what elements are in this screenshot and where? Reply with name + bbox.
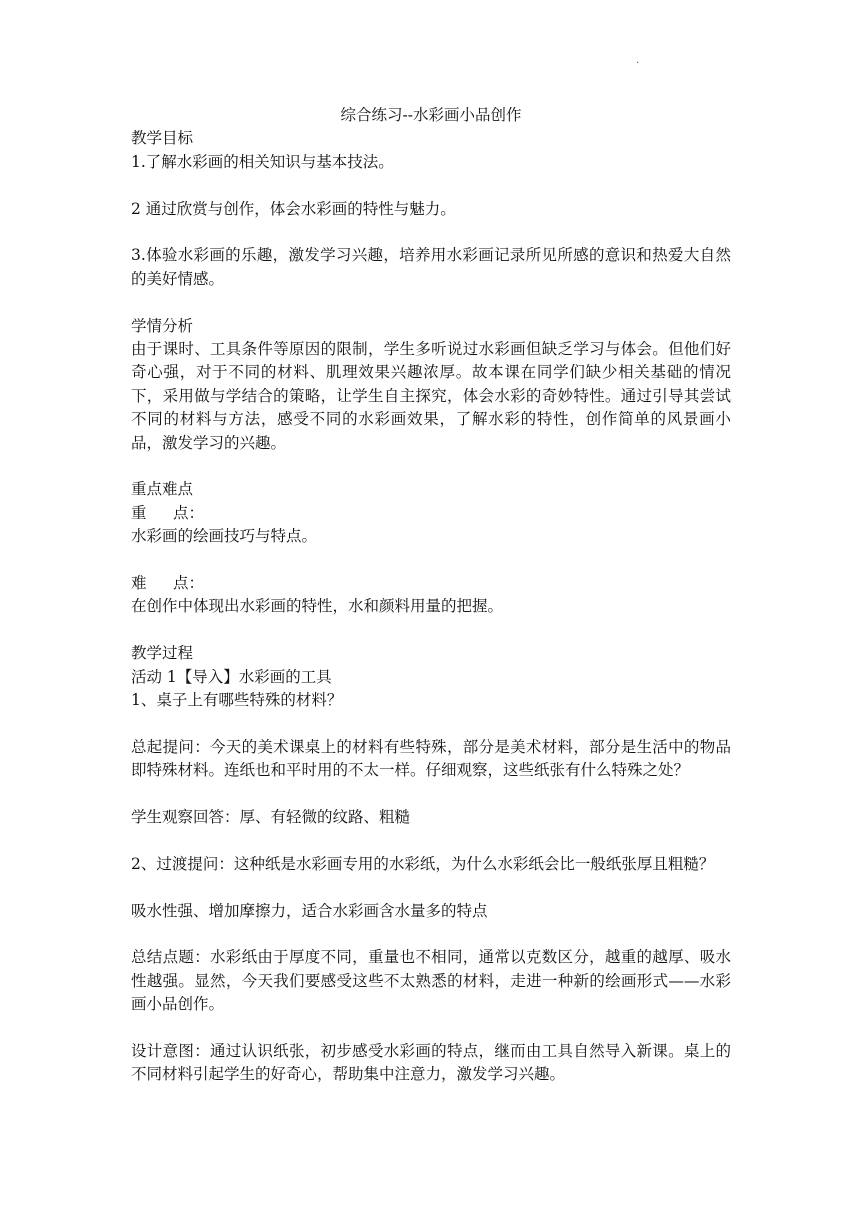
process-paragraph: 学生观察回答：厚、有轻微的纹路、粗糙: [131, 808, 411, 827]
objective-item: 1.了解水彩画的相关知识与基本技法。: [131, 152, 394, 171]
activity-title: 活动 1【导入】水彩画的工具: [131, 667, 332, 686]
difficult-point-label: [131, 572, 731, 595]
key-point-label: [131, 502, 731, 525]
objective-item: 2 通过欣赏与创作，体会水彩画的特性与魅力。: [131, 199, 456, 218]
process-paragraph: 总结点题：水彩纸由于厚度不同，重量也不相同，通常以克数区分，越重的越厚、吸水性越强。显然，今天我们要感受这些不太熟悉的材料，走进一种新的绘画形式——水彩画小品创作。: [131, 948, 731, 1014]
spacer: [131, 1017, 731, 1040]
process-paragraph: 吸水性强、增加摩擦力，适合水彩画含水量多的特点: [131, 901, 488, 920]
design-intent-paragraph: 设计意图：通过认识纸张，初步感受水彩画的特点，继而由工具自然导入新课。桌上的不同材料引起学生的好奇心，帮助集中注意力，激发学习兴趣。: [131, 1042, 731, 1084]
difficult-point-text: 在创作中体现出水彩画的特性，水和颜料用量的把握。: [131, 597, 504, 616]
difficult-label-suffix: 点：: [173, 574, 205, 593]
spacer: [131, 221, 731, 244]
question-1: 1、桌子上有哪些特殊的材料？: [131, 691, 343, 710]
key-point-text: 水彩画的绘画技巧与特点。: [131, 527, 318, 546]
spacer: [131, 712, 731, 735]
question-2: 2、过渡提问：这种纸是水彩画专用的水彩纸，为什么水彩纸会比一般纸张厚且粗糙？: [131, 854, 715, 873]
process-paragraph: 总起提问：今天的美术课桌上的材料有些特殊，部分是美术材料，部分是生活中的物品即特殊材料。连纸也和平时用的不太一样。仔细观察，这些纸张有什么特殊之处？: [131, 737, 731, 780]
analysis-heading: 学情分析: [131, 316, 194, 335]
objective-item: 3.体验水彩画的乐趣，激发学习兴趣，培养用水彩画记录所见所感的意识和热爱大自然的美好情感。: [131, 246, 731, 288]
spacer: [131, 455, 731, 478]
objectives-heading: 教学目标: [131, 129, 194, 148]
spacer: [131, 549, 731, 572]
spacer: [131, 291, 731, 314]
key-label-char: 重: [131, 503, 147, 522]
difficult-label-char: 难: [131, 574, 147, 593]
spacer: [131, 876, 731, 899]
key-points-heading: 重点难点: [131, 480, 194, 499]
spacer: [131, 174, 731, 197]
page-title: 综合练习--水彩画小品创作: [340, 106, 522, 124]
spacer: [131, 619, 731, 642]
process-heading: 教学过程: [131, 644, 194, 663]
key-label-suffix: 点：: [173, 503, 205, 522]
spacer: [131, 783, 731, 806]
spacer: [131, 923, 731, 946]
corner-mark: .: [636, 55, 640, 66]
analysis-paragraph: 由于课时、工具条件等原因的限制，学生多听说过水彩画但缺乏学习与体会。但他们好奇心强，对于不同的材料、肌理效果兴趣浓厚。故本课在同学们缺少相关基础的情况下，采用做与学结合的策略，让学生自主探究，体会水彩的奇妙特性。通过引导其尝试不同的材料与方法，感受不同的水彩画效果，了解水彩的特性，创作简单的风景画小品，激发学习的兴趣。: [131, 340, 731, 452]
spacer: [131, 829, 731, 852]
document-body: [131, 104, 731, 1087]
